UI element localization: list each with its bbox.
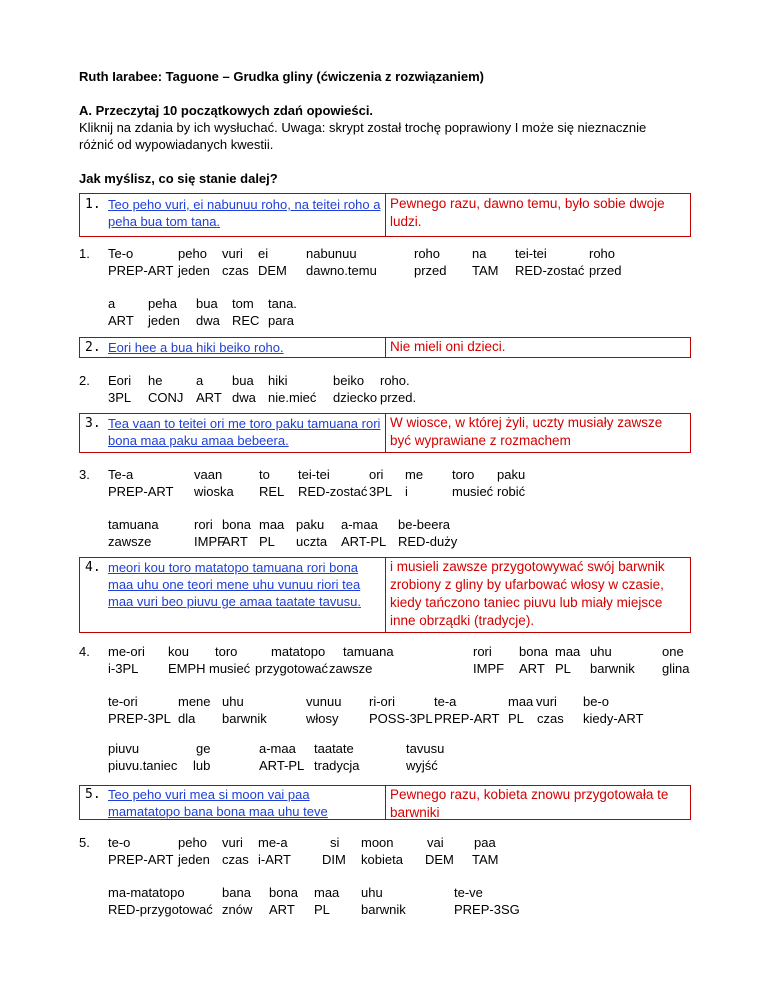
sentence-5-translation: Pewnego razu, kobieta znowu przygotowała te barwniki <box>390 787 669 820</box>
gloss-word: peho <box>178 246 207 261</box>
gloss-word: paku <box>497 467 526 482</box>
gloss-word: a <box>108 296 116 311</box>
sentence-3-translation: W wiosce, w której żyli, uczty musiały zawsze być wyprawiane z rozmachem <box>390 415 663 448</box>
gloss-word: bona <box>269 885 298 900</box>
gloss-tag: PREP-ART <box>434 711 500 726</box>
sentence-3-audio-link[interactable]: Tea vaan to teitei ori me toro paku tamuana rori bona maa paku amaa bebeera. <box>108 416 381 448</box>
gloss-tag: lub <box>193 758 211 773</box>
gloss-word: roho. <box>380 373 410 388</box>
gloss-tag: i-ART <box>258 852 291 867</box>
gloss-4-number: 4. <box>79 644 90 659</box>
gloss-word: te-o <box>108 835 131 850</box>
gloss-tag: zawsze <box>329 661 373 676</box>
gloss-word: tamuana <box>343 644 394 659</box>
gloss-word: nabunuu <box>306 246 357 261</box>
gloss-tag: ART <box>269 902 295 917</box>
gloss-word: Te-o <box>108 246 134 261</box>
gloss-tag: PL <box>508 711 524 726</box>
gloss-tag: POSS-3PL <box>369 711 433 726</box>
gloss-word: be-beera <box>398 517 451 532</box>
gloss-word: toro <box>215 644 238 659</box>
gloss-word: roho <box>414 246 441 261</box>
gloss-word: kou <box>168 644 189 659</box>
gloss-tag: DIM <box>322 852 346 867</box>
gloss-tag: barwnik <box>590 661 635 676</box>
gloss-tag: PL <box>314 902 330 917</box>
gloss-word: tavusu <box>406 741 445 756</box>
sentence-1-translation: Pewnego razu, dawno temu, było sobie dwoje ludzi. <box>390 196 665 229</box>
gloss-tag: ART-PL <box>259 758 305 773</box>
sentence-1-audio-link[interactable]: Teo peho vuri, ei nabunuu roho, na teitei roho a peha bua tom tana. <box>108 197 381 229</box>
gloss-tag: PL <box>259 534 275 549</box>
gloss-word: paa <box>474 835 496 850</box>
gloss-tag: IMPF <box>194 534 226 549</box>
gloss-word: bua <box>232 373 254 388</box>
gloss-word: hiki <box>268 373 288 388</box>
gloss-word: maa <box>508 694 534 709</box>
sentence-3-divider <box>385 413 386 453</box>
gloss-tag: i <box>405 484 408 499</box>
gloss-word: vuri <box>222 835 243 850</box>
sentence-2-divider <box>385 337 386 358</box>
gloss-word: matatopo <box>271 644 326 659</box>
gloss-tag: zawsze <box>108 534 152 549</box>
gloss-tag: dwa <box>196 313 220 328</box>
gloss-tag: robić <box>497 484 526 499</box>
gloss-word: to <box>259 467 270 482</box>
sentence-4-audio-link[interactable]: meori kou toro matatopo tamuana rori bona maa uhu one teori mene uhu vunuu riori tea maa vuri beo piuvu ge amaa taatate tavusu. <box>108 560 361 609</box>
gloss-word: bua <box>196 296 218 311</box>
gloss-word: piuvu <box>108 741 140 756</box>
gloss-word: vaan <box>194 467 223 482</box>
gloss-tag: włosy <box>306 711 339 726</box>
gloss-word: he <box>148 373 163 388</box>
gloss-tag: PREP-ART <box>108 263 174 278</box>
sentence-3-number: 3. <box>85 416 101 431</box>
gloss-word: maa <box>259 517 285 532</box>
gloss-word: te-a <box>434 694 457 709</box>
gloss-word: me <box>405 467 424 482</box>
gloss-tag: kobieta <box>361 852 403 867</box>
gloss-word: uhu <box>590 644 612 659</box>
gloss-word: a <box>196 373 204 388</box>
gloss-word: tana. <box>268 296 297 311</box>
gloss-word: bona <box>222 517 251 532</box>
gloss-tag: nie.mieć <box>268 390 317 405</box>
gloss-word: paku <box>296 517 325 532</box>
gloss-word: maa <box>314 885 340 900</box>
gloss-word: ri-ori <box>369 694 395 709</box>
gloss-word: ei <box>258 246 269 261</box>
gloss-tag: wyjść <box>406 758 438 773</box>
gloss-2-number: 2. <box>79 373 90 388</box>
gloss-tag: EMPH <box>168 661 206 676</box>
gloss-tag: 3PL <box>369 484 393 499</box>
gloss-tag: CONJ <box>148 390 184 405</box>
gloss-5-number: 5. <box>79 835 90 850</box>
gloss-tag: RED-przygotować <box>108 902 213 917</box>
gloss-tag: musieć <box>209 661 251 676</box>
sentence-4-divider <box>385 557 386 633</box>
gloss-tag: ART <box>108 313 134 328</box>
gloss-tag: dziecko <box>333 390 378 405</box>
gloss-tag: piuvu.taniec <box>108 758 178 773</box>
gloss-tag: PREP-ART <box>108 852 174 867</box>
gloss-word: be-o <box>583 694 610 709</box>
gloss-word: tamuana <box>108 517 159 532</box>
gloss-tag: czas <box>222 263 249 278</box>
gloss-tag: TAM <box>472 263 499 278</box>
gloss-tag: jeden <box>178 263 210 278</box>
gloss-word: peho <box>178 835 207 850</box>
gloss-tag: TAM <box>472 852 499 867</box>
gloss-tag: dawno.temu <box>306 263 377 278</box>
gloss-word: tom <box>232 296 254 311</box>
gloss-word: roho <box>589 246 616 261</box>
sentence-4-number: 4. <box>85 560 101 575</box>
gloss-tag: RED-zostać <box>298 484 368 499</box>
gloss-tag: dwa <box>232 390 256 405</box>
gloss-tag: czas <box>537 711 564 726</box>
gloss-tag: ART-PL <box>341 534 387 549</box>
gloss-tag: PREP-ART <box>108 484 174 499</box>
gloss-tag: kiedy-ART <box>583 711 644 726</box>
sentence-2-translation: Nie mieli oni dzieci. <box>390 339 506 354</box>
gloss-word: me-ori <box>108 644 145 659</box>
gloss-tag: jeden <box>178 852 210 867</box>
gloss-word: ge <box>196 741 211 756</box>
gloss-word: si <box>330 835 340 850</box>
gloss-tag: ART <box>196 390 222 405</box>
gloss-tag: ART <box>519 661 545 676</box>
gloss-word: rori <box>194 517 213 532</box>
gloss-tag: uczta <box>296 534 328 549</box>
sentence-5-divider <box>385 785 386 820</box>
gloss-tag: DEM <box>425 852 454 867</box>
sentence-5-audio-link[interactable]: Teo peho vuri mea si moon vai paa mamatatopo bana bona maa uhu teve <box>108 787 328 819</box>
gloss-tag: czas <box>222 852 249 867</box>
gloss-tag: przed <box>414 263 447 278</box>
gloss-tag: musieć <box>452 484 494 499</box>
gloss-word: ma-matatopo <box>108 885 185 900</box>
gloss-tag: tradycja <box>314 758 360 773</box>
sentence-1-number: 1. <box>85 197 101 212</box>
sentence-4-translation: i musieli zawsze przygotowywać swój barwnik zrobiony z gliny by ufarbować włosy w czasie, kiedy tańczono taniec piuvu lub miały miejsce inne obrządki (tradycje). <box>390 559 665 628</box>
gloss-tag: REC <box>232 313 260 328</box>
gloss-tag: dla <box>178 711 196 726</box>
gloss-tag: wioska <box>194 484 234 499</box>
gloss-word: taatate <box>314 741 354 756</box>
gloss-word: ori <box>369 467 384 482</box>
gloss-3-number: 3. <box>79 467 90 482</box>
gloss-tag: glina <box>662 661 690 676</box>
gloss-tag: i-3PL <box>108 661 139 676</box>
gloss-tag: przygotować <box>255 661 328 676</box>
gloss-word: bana <box>222 885 251 900</box>
gloss-word: uhu <box>222 694 244 709</box>
gloss-word: na <box>472 246 487 261</box>
gloss-word: tei-tei <box>515 246 547 261</box>
gloss-1-number: 1. <box>79 246 90 261</box>
gloss-word: maa <box>555 644 581 659</box>
gloss-word: vunuu <box>306 694 342 709</box>
gloss-word: toro <box>452 467 475 482</box>
sentence-2-audio-link[interactable]: Eori hee a bua hiki beiko roho. <box>108 340 284 355</box>
gloss-word: te-ve <box>454 885 483 900</box>
section-a-instructions: Kliknij na zdania by ich wysłuchać. Uwaga: skrypt został trochę poprawiony I może się nieznacznie różnić od wypowiadanych kwestii. <box>79 120 647 152</box>
gloss-word: Te-a <box>108 467 134 482</box>
gloss-word: a-maa <box>259 741 296 756</box>
gloss-word: rori <box>473 644 492 659</box>
gloss-word: bona <box>519 644 548 659</box>
gloss-word: vuri <box>222 246 243 261</box>
gloss-tag: przed <box>589 263 622 278</box>
gloss-tag: IMPF <box>473 661 505 676</box>
gloss-word: te-ori <box>108 694 138 709</box>
gloss-word: tei-tei <box>298 467 330 482</box>
sentence-5-number: 5. <box>85 787 101 802</box>
section-a-heading: A. Przeczytaj 10 początkowych zdań opowieści. <box>79 103 374 118</box>
gloss-tag: barwnik <box>361 902 406 917</box>
gloss-tag: DEM <box>258 263 287 278</box>
gloss-tag: ART <box>222 534 248 549</box>
gloss-tag: para <box>268 313 295 328</box>
gloss-tag: PREP-3SG <box>454 902 520 917</box>
gloss-word: beiko <box>333 373 365 388</box>
gloss-word: mene <box>178 694 211 709</box>
gloss-word: moon <box>361 835 394 850</box>
gloss-tag: przed. <box>380 390 417 405</box>
gloss-tag: RED-duży <box>398 534 458 549</box>
gloss-tag: REL <box>259 484 285 499</box>
gloss-word: me-a <box>258 835 288 850</box>
sentence-1-divider <box>385 193 386 237</box>
gloss-tag: barwnik <box>222 711 267 726</box>
gloss-tag: znów <box>222 902 253 917</box>
gloss-tag: 3PL <box>108 390 132 405</box>
sentence-2-number: 2. <box>85 340 101 355</box>
gloss-word: vai <box>427 835 444 850</box>
gloss-tag: PL <box>555 661 571 676</box>
gloss-tag: RED-zostać <box>515 263 585 278</box>
gloss-word: Eori <box>108 373 132 388</box>
section-a-question: Jak myślisz, co się stanie dalej? <box>79 171 278 186</box>
gloss-tag: jeden <box>148 313 180 328</box>
document-title: Ruth Iarabee: Taguone – Grudka gliny (ćwiczenia z rozwiązaniem) <box>79 69 485 84</box>
gloss-word: peha <box>148 296 177 311</box>
gloss-word: a-maa <box>341 517 378 532</box>
gloss-word: vuri <box>536 694 557 709</box>
gloss-word: one <box>662 644 684 659</box>
gloss-tag: PREP-3PL <box>108 711 171 726</box>
gloss-word: uhu <box>361 885 383 900</box>
